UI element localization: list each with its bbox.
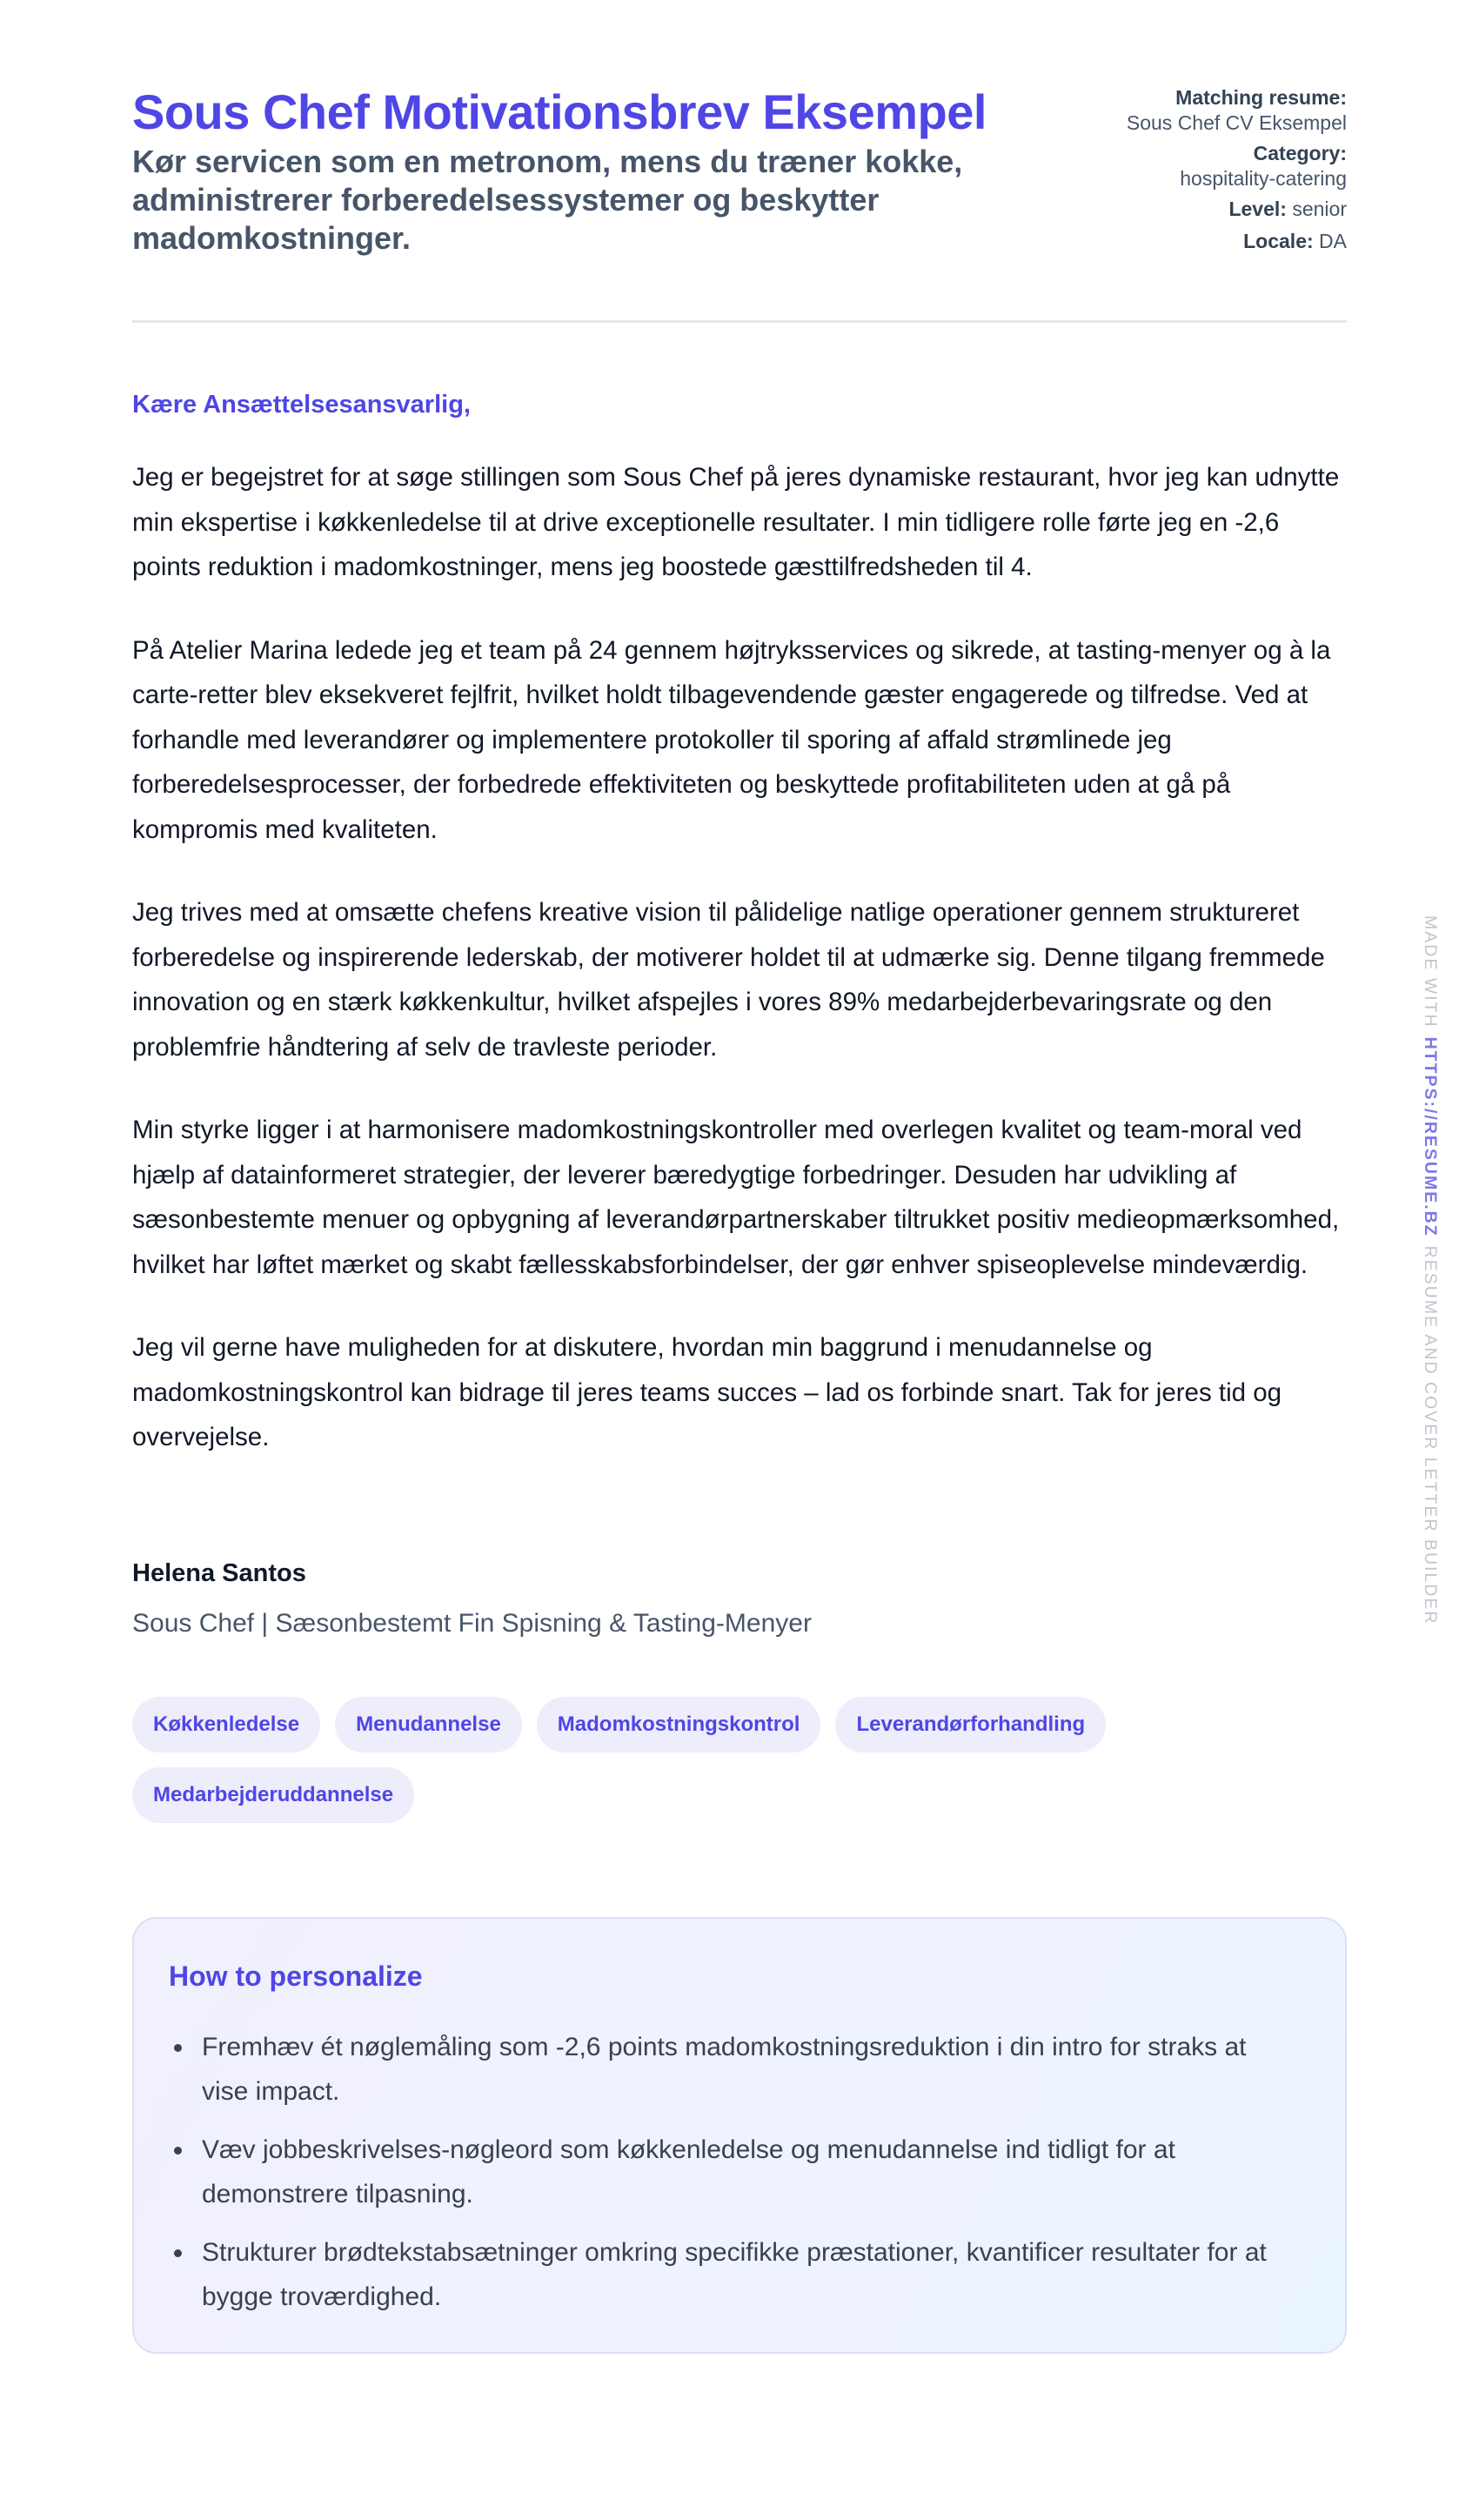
meta-locale-value: DA bbox=[1319, 230, 1347, 252]
skill-tag[interactable]: Menudannelse bbox=[335, 1697, 522, 1753]
signature-block bbox=[132, 1556, 1347, 1641]
bullet-icon bbox=[174, 2044, 182, 2052]
meta-matching-resume-label: Matching resume: bbox=[1175, 86, 1347, 109]
letter-paragraph: Jeg trives med at omsætte chefens kreative vision til pålidelige natlige operationer gennem struktureret forberedelse og inspirerende lederskab, der motiverer holdet til at udmærke sig. Denne tilgang fremmede innovation og en stærk køkkenkultur, hvilket afspejles i vores 89% medarbejderbevaringsrate og den problemfrie håndtering af selv de travleste perioder. bbox=[132, 898, 1325, 1062]
meta-info bbox=[1121, 84, 1347, 261]
personalize-tip bbox=[169, 2025, 1300, 2114]
skill-tag[interactable]: Køkkenledelse bbox=[132, 1697, 320, 1753]
personalize-card bbox=[132, 1917, 1347, 2354]
personalize-tip bbox=[169, 2230, 1300, 2319]
page-subtitle: Kør servicen som en metronom, mens du træner kokke, administrerer forberedelsessystemer og beskytter madomkostninger. bbox=[132, 144, 963, 256]
letter-paragraph: Jeg er begejstret for at søge stillingen som Sous Chef på jeres dynamiske restaurant, hvor jeg kan udnytte min ekspertise i køkkenledelse til at drive exceptionelle resultater. I min tidligere rolle førte jeg en -2,6 points reduktion i madomkostninger, mens jeg boostede gæsttilfredsheden til 4. bbox=[132, 463, 1340, 581]
bullet-icon bbox=[174, 2249, 182, 2257]
meta-level-value: senior bbox=[1292, 198, 1347, 220]
bullet-icon bbox=[174, 2147, 182, 2155]
letter-body bbox=[132, 387, 1347, 1460]
header-titles bbox=[132, 84, 1037, 258]
page-title: Sous Chef Motivationsbrev Eksempel bbox=[132, 84, 987, 139]
meta-level bbox=[1121, 197, 1347, 222]
side-banner bbox=[1420, 915, 1441, 1629]
personalize-tips bbox=[169, 2025, 1310, 2319]
content-column bbox=[132, 0, 1347, 2354]
letter-paragraph: Jeg vil gerne have muligheden for at diskutere, hvordan min baggrund i menudannelse og madomkostningskontrol kan bidrage til jeres teams succes – lad os forbinde snart. Tak for jeres tid og overvejelse. bbox=[132, 1333, 1282, 1451]
page-header bbox=[132, 0, 1347, 323]
skill-tag[interactable]: Leverandørforhandling bbox=[835, 1697, 1106, 1753]
meta-category-value: hospitality-catering bbox=[1180, 167, 1347, 190]
personalize-tip bbox=[169, 2128, 1300, 2216]
side-banner-suffix: RESUME AND COVER LETTER BUILDER bbox=[1421, 1245, 1440, 1625]
meta-locale-label: Locale: bbox=[1243, 230, 1314, 252]
personalize-title: How to personalize bbox=[169, 1960, 423, 1992]
signature-title: Sous Chef | Sæsonbestemt Fin Spisning & Tasting-Menyer bbox=[132, 1608, 812, 1638]
personalize-tip-text: Væv jobbeskrivelses-nøgleord som køkkenledelse og menudannelse ind tidligt for at demonstrere tilpasning. bbox=[202, 2135, 1175, 2208]
meta-matching-resume-value[interactable]: Sous Chef CV Eksempel bbox=[1126, 111, 1347, 134]
letter-greeting: Kære Ansættelsesansvarlig, bbox=[132, 391, 471, 419]
letter-paragraph: På Atelier Marina ledede jeg et team på 24 gennem højtryksservices og sikrede, at tasting-menyer og à la carte-retter blev eksekveret fejlfrit, hvilket holdt tilbagevendende gæster engagerede og tilfredse. Ved at forhandle med leverandører og implementere protokoller til sporing af affald strømlinede jeg forberedelsesprocesser, der forbedrede effektiviteten og beskyttede profitabiliteten uden at gå på kompromis med kvaliteten. bbox=[132, 635, 1331, 844]
skill-tags bbox=[132, 1697, 1347, 1823]
personalize-tip-text: Fremhæv ét nøglemåling som -2,6 points madomkostningsreduktion i din intro for straks at vise impact. bbox=[202, 2032, 1247, 2106]
letter-paragraph: Min styrke ligger i at harmonisere madomkostningskontroller med overlegen kvalitet og team-moral ved hjælp af datainformeret strategier, der leverer bæredygtige forbedringer. Desuden har udvikling af sæsonbestemte menuer og opbygning af leverandørpartnerskaber tiltrukket positiv medieopmærksomhed, hvilket har løftet mærket og skabt fællesskabsforbindelser, der gør enhver spiseoplevelse mindeværdig. bbox=[132, 1116, 1340, 1279]
side-banner-link[interactable]: HTTPS://RESUME.BZ bbox=[1421, 1036, 1440, 1237]
signature-name: Helena Santos bbox=[132, 1558, 306, 1587]
meta-category bbox=[1121, 141, 1347, 191]
meta-category-label: Category: bbox=[1253, 142, 1347, 164]
meta-matching-resume bbox=[1121, 85, 1347, 136]
personalize-tip-text: Strukturer brødtekstabsætninger omkring specifikke præstationer, kvantificer resultater for at bygge troværdighed. bbox=[202, 2237, 1267, 2311]
side-banner-text bbox=[1420, 915, 1441, 1625]
side-banner-prefix: MADE WITH bbox=[1421, 915, 1440, 1029]
meta-locale bbox=[1121, 229, 1347, 254]
skill-tag[interactable]: Madomkostningskontrol bbox=[537, 1697, 821, 1753]
meta-level-label: Level: bbox=[1228, 198, 1287, 220]
skill-tag[interactable]: Medarbejderuddannelse bbox=[132, 1767, 414, 1823]
